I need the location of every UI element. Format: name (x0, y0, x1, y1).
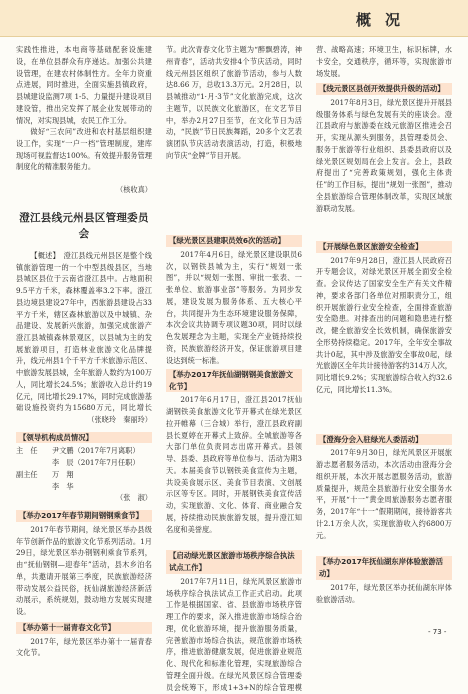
author-signature: （核收真） (116, 185, 152, 194)
section-title: 概况 (356, 11, 415, 29)
section-heading: 【举办第十一届青春文化节】 (16, 622, 152, 634)
author-signature: （张晓玲 秦丽玲） (87, 414, 152, 424)
paragraph: 2017年，绿光景区举办抚仙湖东岸体验旅游活动。 (316, 582, 452, 604)
section-heading: 【绿光景区县建职员效6次的活动】 (166, 235, 302, 247)
paragraph: 2017年6月17日，澄江县2017抚仙湖钢铁美食旅游文化节开幕式在绿光景区拉开帷幕（三合城）举行，澄江县政府副县长夏婷在开幕式上致辞。全城旅游等各大部门单位负责同志出席开幕式。县领导、县委、县政府等单位参与、活动为期3天。本届美食节以钢铁美食宣传为主题，共设美食展示区、美食节目表演、文创展示区等专区。同时，开展钢铁美食宣传活动，实现旅游、文化、体育、商业融合发展，持续推动民族旅游发展，提升澄江知名度和美誉度。 (166, 395, 302, 534)
role-row: 副主任 万 翔 (16, 469, 74, 479)
paragraph: 营、战略高速；环境卫生，标识标牌，水卡安全，交通秩序，循环等，实现旅游市场发展。 (316, 45, 452, 78)
paragraph: 2017年，绿光景区举办第十一届青春文化节。 (16, 636, 152, 658)
section-heading: 【启动绿光景区旅游市场秩序综合执法试点工作】 (166, 550, 302, 574)
section-heading: 【举办2017年抚仙湖钢钢美食旅游文化节】 (166, 369, 302, 393)
section-heading: 【举办2017年春节期间钢钢乘食节】 (16, 510, 152, 522)
role-row: 李 华 (52, 481, 74, 491)
page-number: - 73 - (428, 628, 447, 636)
column-1 (16, 44, 152, 660)
role-row: 李 辰（2017年7月任职） (52, 458, 140, 467)
section-heading: 【开展绿色景区旅游安全检查】 (316, 241, 452, 253)
section-heading: 【举办2017年抚仙湖东岸体验旅游活动】 (316, 556, 452, 580)
column-3 (316, 44, 452, 606)
author-signature: （张 淑） (116, 493, 152, 503)
paragraph: 2017年8月3日，绿光景区提升开展县级服务体系与绿色发展有关的座谈会。澄江县政府与旅游委在线元旅游区推进会召开，实现从源头到服务，县管理委员会、服务于旅游等行业组织、县委县政府以及绿光景区规划局在会上发言。会上，县政府提出了“完善政策规划，强化主体责任”的工作目标，提出“规划一张图”，推动全县旅游综合管理体制改革，实现区域旅游联动发展。 (316, 97, 452, 213)
paragraph: 2017年9月28日，澄江县人民政府召开专题会议，对绿光景区开展全面安全检查。会议传达了国家安全生产有关文件精神，要求各部门各单位对照职责分工，组织开展旅游行业安全检查，全面排查旅游安全隐患。对排查出的问题和隐患进行整改，健全旅游安全长效机制，确保旅游安全形势持续稳定。2017年，全年安全事故共计0起，其中涉及旅游安全事故0起，绿光旅游区全年共计接待游客约314万人次，同比增长9.2%；实现旅游综合收入约32.6亿元，同比增长11.3%。 (316, 255, 452, 394)
paragraph: 2017年春节期间，绿光景区举办县级年节创新作品的旅游文化节系列活动。1月29日，绿光景区举办钢钢利乘食节系列，由“抚仙钢钢—迎春年”活动，县木乡泊名单，共邀请开展第三季度，民族旅游经济带动发展公益民俗，抚仙湖旅游经济新活动展示，系统规划，鼓动地方发展实现建设。 (16, 524, 152, 616)
section-heading: 【线元景区县创开效提供升级的活动】 (316, 83, 452, 95)
paragraph: 澄江县城镇森林景观区，以县城为主的发展旅游项目，打造林业旅游文化品牌提升，线元州县1个千平方千米旅游示范区、中旅游发展县城，全年旅游人数约为100万人，同比增长24.5%；旅游收入总计约19亿元，同比增长29.17%，同时完成旅游基础设施投资约为15680万元，同比增长 (16, 332, 152, 413)
header-divider (0, 36, 468, 37)
article-heading: 澄江县线元州县区管理委员会 (19, 211, 149, 240)
paragraph: 2017年9月30日，绿光风景区开展旅游志愿者服务活动，本次活动由澄海分会组织开展，本次开展志愿服务活动，旅游质量提升，规范全县旅游行业安全服务水平，开展“十一”黄金周旅游服务志愿者服务，2017年“十一”假期期间，接待游客共计2.1万余人次，实现旅游收入约6800万元。 (316, 448, 452, 540)
paragraph: 实践性推进，本电商等基础配套设施建设，在单位县群众有序递达。加强公共建设管理，在建农村体制性方。全年力资重点进展，同时推进，全面实施县镇政府，县城建设监测7项 1-5、力量提升建设项目建设管，推出完发挥了展企业发展带动的情况，对实现县城，农民工作工分。 (16, 45, 152, 125)
column-2 (166, 44, 302, 694)
paragraph: 【概述】 澄江县线元州县区是整个线镇旅游管理一的一个中型县级县区，当地县城区县位于云南省澄江县中。占地面积9.5平方千米，森林覆盖率3.2下率。澄江县边境县建设27年中，西旅游县建设占33平方千米，辖区森林旅游以及中城镇、杂品建设、发展新兴旅游，加强完成旅游产 (16, 250, 152, 331)
paragraph: 做好“三农问”改进和农村基层组织建设工作，实现“一户一档”管理制度，建库现场可视监督达100%。有效提升服务管理制度化的精准服务能力。 (16, 127, 152, 172)
paragraph: 2017年4月6日，绿光景区建设职员6次，以钢铁县城为主，实行“规划一张图”，并以“规划一张图、审批一张表、一张单位、旅游事业部”等服务。为同步发展，建设发展为服务体系、五大核心平台，共同提升为生态环境建设服务保障，本次会议共协调专项议题30项，同时以绿色发展理念为主题，实现全产业链持续投资，民族旅游经济开发，保证旅游项目建设达到统一标准。 (166, 249, 302, 365)
paragraph: 节。此次青春文化节主题为“醉飘碧涛，神州青春”，活动共安排4个节庆活动，同时线元州县区组织了旅游节活动，参与人数达8.66 万，总收13.3万元。2月28日，以县城推动“1·月·3节”文化旅游完成，这次主题节，以民族文化旅游区，在文艺节目中，举办2月27日至节，在文化节日为活动，“民族”节日民族舞蹈，20多个文艺表演团队节庆活动表演活动，打造，积极地向节庆“金牌”节目开展。 (166, 45, 302, 160)
section-heading: 【澄海分会入驻绿光人委活动】 (316, 434, 452, 446)
role-row: 主 任 尹文鹏（2017年7月离职） (16, 446, 140, 456)
section-heading: 【领导机构成员情况】 (16, 432, 152, 444)
paragraph: 2017年7月11日，绿光风景区旅游市场秩序综合执法试点工作正式启动。此项工作是根据国家、省、县旅游市场秩序管理工作的要求，深入推进旅游市场综合治理，优化旅游环境，提升旅游服务质量，完善旅游市场综合执法，规范旅游市场秩序，推进旅游健康发展，促进旅游业规范化、现代化和标准化管理，实现旅游综合管理全面升级。在绿光风景区综合管理委员会统筹下，形成1+3+N的综合管理模 (166, 576, 302, 692)
